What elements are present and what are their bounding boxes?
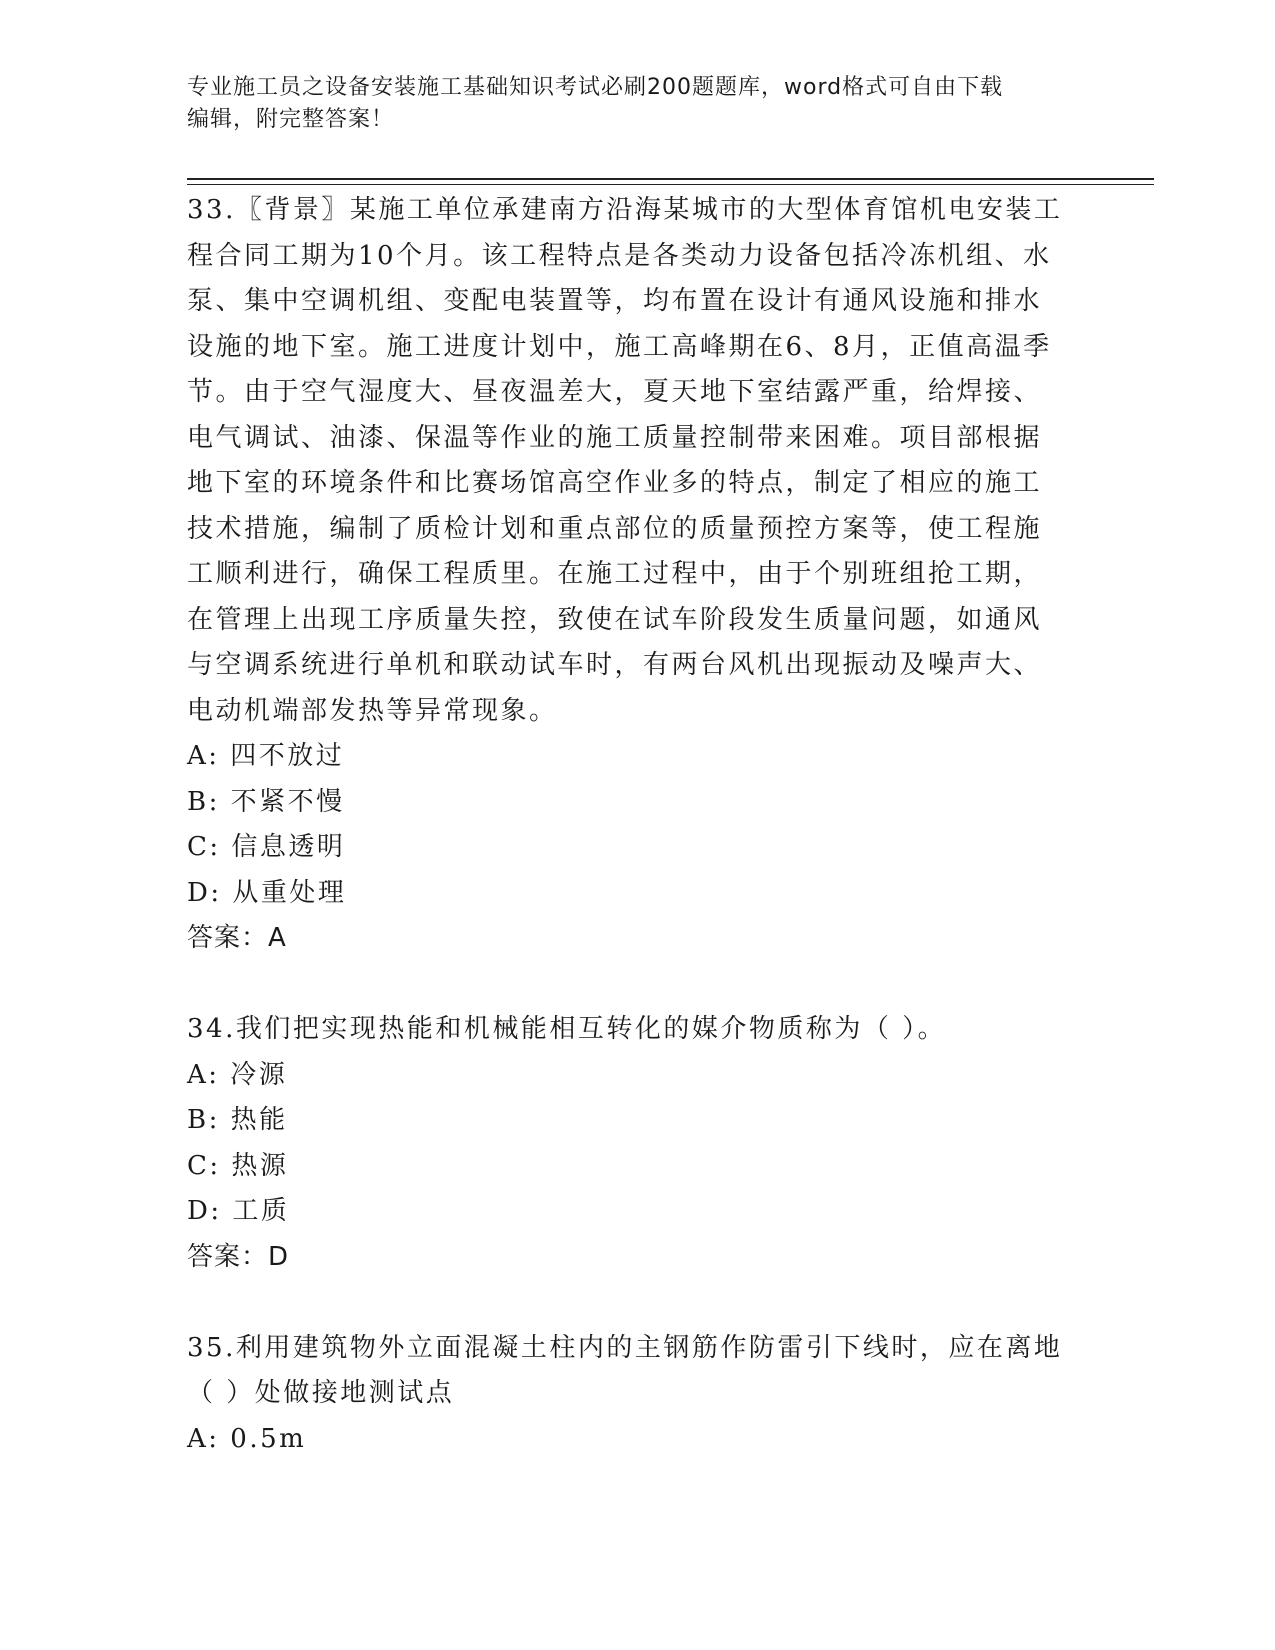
stem-line: 电气调试、油漆、保温等作业的施工质量控制带来困难。项目部根据 [187, 422, 1043, 453]
answer-label: 答案：D [187, 1241, 290, 1272]
option-c: C: 热源 [187, 1150, 289, 1181]
option-c: C: 信息透明 [187, 832, 346, 862]
stem-line: （ ）处做接地测试点 [187, 1378, 455, 1408]
question-list [187, 188, 1087, 1462]
stem-line: 与空调系统进行单机和联动试车时，有两台风机出现振动及噪声大、 [187, 650, 1043, 680]
stem-line: 电动机端部发热等异常现象。 [187, 695, 558, 726]
option-a: A: 冷源 [187, 1059, 288, 1090]
document-header [187, 72, 1087, 136]
header-line-1: 专业施工员之设备安装施工基础知识考试必刷200题题库，word格式可自由下载 [187, 75, 1004, 100]
option-d: D: 工质 [187, 1196, 290, 1226]
question-stem [187, 188, 1087, 734]
option-a: A: 0.5m [187, 1423, 307, 1454]
stem-line: 33.〖背景〗某施工单位承建南方沿海某城市的大型体育馆机电安装工 [187, 195, 1063, 225]
option-b: B: 热能 [187, 1105, 288, 1135]
stem-line: 在管理上出现工序质量失控，致使在试车阶段发生质量问题，如通风 [187, 604, 1043, 635]
question-35 [187, 1326, 1087, 1463]
stem-line: 技术措施，编制了质检计划和重点部位的质量预控方案等，使工程施 [187, 513, 1043, 544]
stem-line: 节。由于空气湿度大、昼夜温差大，夏天地下室结露严重，给焊接、 [187, 377, 1043, 407]
header-rule-thin [187, 184, 1154, 185]
header-rule-thick [187, 178, 1154, 180]
header-line-2: 编辑，附完整答案！ [187, 107, 395, 132]
stem-line: 泵、集中空调机组、变配电装置等，均布置在设计有通风设施和排水 [187, 286, 1043, 316]
stem-line: 工顺利进行，确保工程质里。在施工过程中，由于个别班组抢工期， [187, 559, 1043, 589]
stem-line: 设施的地下室。施工进度计划中，施工高峰期在6、8月，正值高温季 [187, 331, 1052, 362]
question-stem [187, 1326, 1087, 1417]
stem-line: 程合同工期为10个月。该工程特点是各类动力设备包括冷冻机组、水 [187, 240, 1052, 271]
option-d: D: 从重处理 [187, 877, 347, 908]
stem-line: 地下室的环境条件和比赛场馆高空作业多的特点，制定了相应的施工 [187, 468, 1043, 498]
question-33 [187, 188, 1087, 962]
spacer [187, 1280, 1087, 1326]
spacer [187, 962, 1087, 1008]
answer-label: 答案：A [187, 923, 287, 953]
stem-line: 34.我们把实现热能和机械能相互转化的媒介物质称为（ ）。 [187, 1014, 947, 1044]
question-34 [187, 1007, 1087, 1280]
question-stem [187, 1007, 1087, 1053]
stem-line: 35.利用建筑物外立面混凝土柱内的主钢筋作防雷引下线时，应在离地 [187, 1332, 1063, 1363]
option-b: B: 不紧不慢 [187, 786, 345, 817]
option-a: A: 四不放过 [187, 741, 345, 771]
